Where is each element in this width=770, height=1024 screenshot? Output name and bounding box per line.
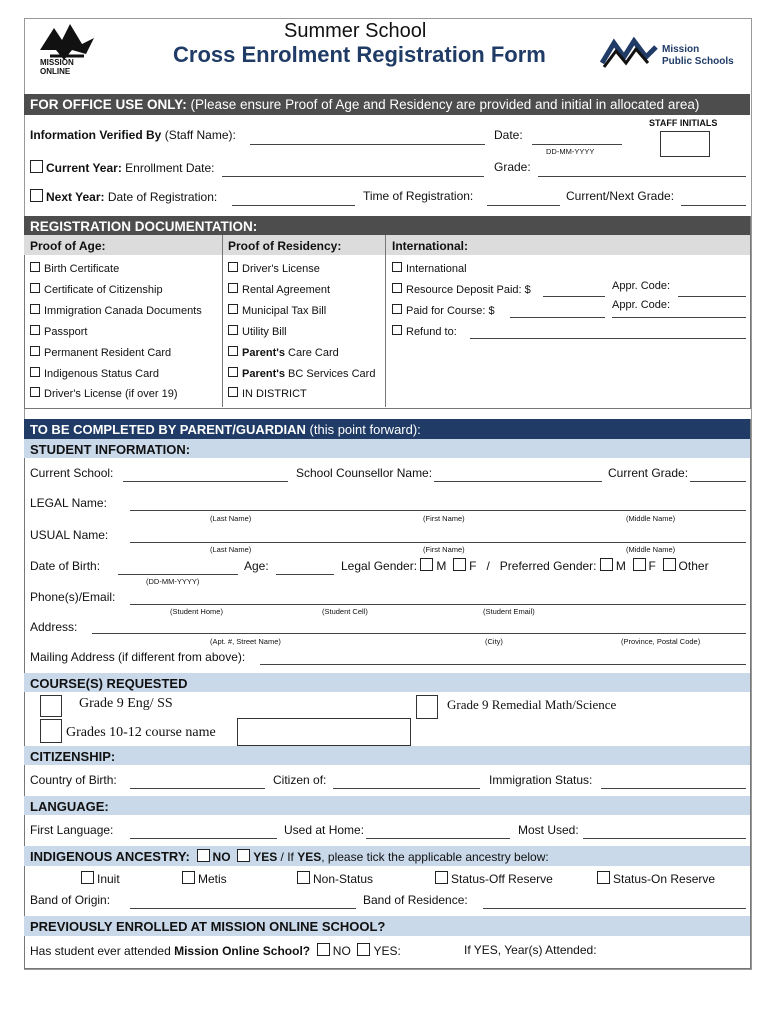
residency-item-label: Care Card [288,347,339,359]
parents-label: Parent's [242,347,285,359]
age-item-label: Indigenous Status Card [44,368,159,380]
current-grade-field[interactable] [690,481,746,482]
appr-code-label-1: Appr. Code: [612,280,671,292]
age-checkbox[interactable] [30,325,40,335]
citizenship-bar [24,746,750,765]
next-year-label: Next Year: [46,190,105,204]
enrollment-date-label: Enrollment Date: [121,161,215,175]
preferred-gender-f-label: F [648,559,656,573]
band-of-residence-field[interactable] [483,908,746,909]
date-of-registration-field[interactable] [232,205,355,206]
date-field[interactable] [532,144,622,145]
most-used-field[interactable] [583,838,746,839]
parents-label: Parent's [242,368,285,380]
grades10-12-checkbox[interactable] [40,719,62,743]
indigenous-yes-checkbox[interactable] [237,849,250,862]
appr-code-field-1[interactable] [678,296,746,297]
current-school-field[interactable] [123,481,288,482]
title-summer-school: Summer School [284,20,427,42]
current-next-grade-field[interactable] [681,205,746,206]
age-item-label: Birth Certificate [44,263,120,275]
usual-name-field[interactable] [130,542,746,543]
current-year-label: Current Year: [46,161,122,175]
metis-label: Metis [198,872,227,886]
logo-line2: ONLINE [40,67,71,76]
current-year-row [30,160,215,175]
age-checkbox[interactable] [30,283,40,293]
grade-field[interactable] [538,176,746,177]
date-of-registration-label: Date of Registration: [104,190,218,204]
legal-gender-m-checkbox[interactable] [420,558,433,571]
age-field[interactable] [276,574,334,575]
address-field[interactable] [92,633,746,634]
proof-of-age-heading: Proof of Age: [30,239,106,253]
date-hint: DD-MM-YYYY [546,147,595,156]
legal-gender-f-checkbox[interactable] [453,558,466,571]
legal-last-name-hint: (Last Name) [210,514,252,523]
non-status-checkbox[interactable] [297,871,310,884]
age-item [30,262,119,275]
proof-of-residency-heading: Proof of Residency: [228,239,342,253]
mailing-address-label: Mailing Address (if different from above): [30,650,246,664]
preferred-gender-m-label: M [615,559,626,573]
mailing-address-field[interactable] [260,664,746,665]
band-of-origin-field[interactable] [130,908,356,909]
current-year-checkbox[interactable] [30,160,43,173]
mountain-logo-icon [600,35,660,69]
grade9-remedial-checkbox[interactable] [416,695,438,719]
indigenous-note-post: , please tick the applicable ancestry below: [321,850,549,864]
age-checkbox[interactable] [30,304,40,314]
office-use-heading: FOR OFFICE USE ONLY: [30,97,187,112]
age-item [30,367,159,380]
mission-public-schools-logo [600,35,740,73]
next-year-row [30,189,217,204]
band-of-residence-label: Band of Residence: [363,893,468,907]
usual-middle-name-hint: (Middle Name) [626,545,676,554]
previous-enrolled-heading: PREVIOUSLY ENROLLED AT MISSION ONLINE SCHOOL? [30,919,386,934]
staff-initials-label: STAFF INITIALS [649,118,718,128]
off-reserve-label: Status-Off Reserve [451,872,553,886]
residency-checkbox[interactable] [228,325,238,335]
citizen-of-label: Citizen of: [273,773,327,787]
previous-question-bold: Mission Online School? [174,944,311,958]
previous-question-row [30,943,401,958]
country-of-birth-field[interactable] [130,788,265,789]
age-checkbox[interactable] [30,262,40,272]
registration-doc-heading: REGISTRATION DOCUMENTATION: [30,219,258,234]
indigenous-heading: INDIGENOUS ANCESTRY: [30,849,190,864]
age-item-label: Immigration Canada Documents [44,305,202,317]
previous-question-pre: Has student ever attended [30,944,175,958]
intl-checkbox[interactable] [392,304,402,314]
legal-name-field[interactable] [130,510,746,511]
indigenous-note-pre: / If [277,850,298,864]
office-use-heading-wrap [30,97,699,112]
deposit-amount-field[interactable] [543,296,605,297]
citizenship-heading: CITIZENSHIP: [30,749,116,764]
residency-item [228,367,375,380]
residency-item [228,304,326,317]
age-label: Age: [244,559,269,573]
language-bar [24,796,750,815]
courses-heading: COURSE(S) REQUESTED [30,676,188,691]
intl-checkbox[interactable] [392,283,402,293]
current-grade-label: Current Grade: [608,466,689,480]
previous-yes-label: YES: [373,944,401,958]
preferred-gender-f-checkbox[interactable] [633,558,646,571]
info-verified-rest: (Staff Name): [161,128,236,142]
parent-section [24,419,751,969]
legal-gender-label: Legal Gender: [341,559,418,573]
intl-deposit-label: Resource Deposit Paid: $ [406,284,531,296]
years-attended-label: If YES, Year(s) Attended: [464,943,597,957]
current-school-label: Current School: [30,466,114,480]
citizen-of-field[interactable] [333,788,480,789]
age-item [30,283,163,296]
province-hint: (Province, Postal Code) [621,637,701,646]
student-cell-hint: (Student Cell) [322,607,368,616]
dob-label: Date of Birth: [30,559,101,573]
country-of-birth-label: Country of Birth: [30,773,117,787]
previous-yes-checkbox[interactable] [357,943,370,956]
inuit-option [81,871,120,886]
residency-checkbox[interactable] [228,262,238,272]
residency-checkbox[interactable] [228,346,238,356]
col-divider-2 [385,235,386,407]
parent-heading-note: (this point forward): [305,422,421,437]
residency-item [228,346,339,359]
info-verified-bold: Information Verified By [30,128,162,142]
age-item-label: Driver's License (if over 19) [44,388,178,400]
page-title: Cross Enrolment Registration Form [173,42,546,67]
first-language-field[interactable] [130,838,277,839]
intl-checkbox[interactable] [392,262,402,272]
age-item [30,325,87,338]
age-checkbox[interactable] [30,387,40,397]
most-used-label: Most Used: [518,823,579,837]
dob-field[interactable] [118,574,238,575]
metis-checkbox[interactable] [182,871,195,884]
residency-item [228,325,287,338]
preferred-gender-label: Preferred Gender: [499,559,597,573]
residency-item [228,262,320,275]
usual-last-name-hint: (Last Name) [210,545,252,554]
phone-email-field[interactable] [130,604,746,605]
previous-no-checkbox[interactable] [317,943,330,956]
paid-amount-field[interactable] [510,317,605,318]
counsellor-label: School Counsellor Name: [296,466,433,480]
first-language-label: First Language: [30,823,114,837]
legal-gender-m-label: M [436,559,447,573]
immigration-status-label: Immigration Status: [489,773,593,787]
legal-gender-f-label: F [469,559,477,573]
on-reserve-option [597,871,715,886]
international-heading: International: [392,239,469,253]
residency-item-label: Municipal Tax Bill [242,305,327,317]
right-logo-line2: Public Schools [662,56,734,67]
appr-code-field-2[interactable] [612,317,746,318]
residency-item-label: Driver's License [242,263,320,275]
intl-checkbox[interactable] [392,325,402,335]
usual-first-name-hint: (First Name) [423,545,465,554]
address-label: Address: [30,620,78,634]
inuit-checkbox[interactable] [81,871,94,884]
apt-hint: (Apt. #, Street Name) [210,637,281,646]
usual-name-label: USUAL Name: [30,528,109,542]
intl-item [392,262,467,275]
non-status-label: Non-Status [313,872,374,886]
appr-code-label-2: Appr. Code: [612,299,671,311]
inuit-label: Inuit [97,872,120,886]
residency-item-label: Utility Bill [242,326,287,338]
parent-heading: TO BE COMPLETED BY PARENT/GUARDIAN [30,422,306,437]
residency-item-label: BC Services Card [288,368,376,380]
right-logo-line1: Mission [662,44,700,55]
age-item-label: Permanent Resident Card [44,347,172,359]
metis-option [182,871,227,886]
residency-checkbox[interactable] [228,387,238,397]
date-label: Date: [494,128,523,142]
time-of-registration-field[interactable] [487,205,560,206]
off-reserve-checkbox[interactable] [435,871,448,884]
current-next-grade-label: Current/Next Grade: [566,189,675,203]
info-verified-label [30,128,236,142]
indigenous-note-yes: YES [297,850,322,864]
grade-label: Grade: [494,160,531,174]
residency-item-label: Rental Agreement [242,284,331,296]
age-item [30,304,202,317]
dob-hint: (DD-MM-YYYY) [146,577,200,586]
intl-paid-label: Paid for Course: $ [406,305,495,317]
legal-gender-row [341,558,709,573]
preferred-gender-other-label: Other [678,559,709,573]
on-reserve-checkbox[interactable] [597,871,610,884]
residency-item [228,387,307,400]
preferred-gender-other-checkbox[interactable] [663,558,676,571]
registration-doc-col-headers [24,235,750,255]
counsellor-field[interactable] [434,481,602,482]
residency-item [228,283,330,296]
age-item [30,387,178,400]
residency-item-label: IN DISTRICT [242,388,307,400]
intl-item [392,325,457,338]
enrollment-date-field[interactable] [222,176,484,177]
indigenous-no-label: NO [212,850,231,864]
non-status-option [297,871,373,886]
city-hint: (City) [485,637,503,646]
legal-name-label: LEGAL Name: [30,496,107,510]
logo-line1: MISSION [40,58,74,67]
student-email-hint: (Student Email) [483,607,535,616]
age-checkbox[interactable] [30,367,40,377]
student-info-heading: STUDENT INFORMATION: [30,442,191,457]
immigration-status-field[interactable] [601,788,746,789]
indigenous-heading-row [30,849,549,864]
age-item [30,346,171,359]
residency-checkbox[interactable] [228,367,238,377]
student-home-hint: (Student Home) [170,607,223,616]
grade9-checkbox[interactable] [40,695,62,717]
indigenous-yes-label: YES [253,850,278,864]
intl-refund-label: Refund to: [406,326,457,338]
grade9-label: Grade 9 Eng/ SS [79,696,173,711]
language-heading: LANGUAGE: [30,799,109,814]
intl-item [392,283,531,296]
legal-middle-name-hint: (Middle Name) [626,514,676,523]
course-name-field[interactable] [237,718,411,746]
used-at-home-label: Used at Home: [284,823,365,837]
grades10-12-label: Grades 10-12 course name [66,725,216,740]
staff-initials-box[interactable] [660,131,710,157]
staff-name-field[interactable] [250,144,485,145]
preferred-gender-m-checkbox[interactable] [600,558,613,571]
refund-to-field[interactable] [470,338,746,339]
parent-heading-wrap [30,422,421,437]
age-item-label: Passport [44,326,88,338]
legal-first-name-hint: (First Name) [423,514,465,523]
residency-checkbox[interactable] [228,283,238,293]
on-reserve-label: Status-On Reserve [613,872,716,886]
indigenous-no-checkbox[interactable] [197,849,210,862]
office-use-note: (Please ensure Proof of Age and Residency are provided and initial in allocated area) [186,97,700,112]
residency-checkbox[interactable] [228,304,238,314]
time-of-registration-label: Time of Registration: [363,189,474,203]
age-checkbox[interactable] [30,346,40,356]
next-year-checkbox[interactable] [30,189,43,202]
intl-international-label: International [406,263,467,275]
gender-separator: / [486,559,490,573]
col-divider-1 [222,235,223,407]
phone-email-label: Phone(s)/Email: [30,590,116,604]
age-item-label: Certificate of Citizenship [44,284,163,296]
band-of-origin-label: Band of Origin: [30,893,111,907]
grade9-remedial-label: Grade 9 Remedial Math/Science [447,697,617,712]
mission-online-logo [36,20,98,80]
used-at-home-field[interactable] [366,838,510,839]
previous-no-label: NO [332,944,351,958]
off-reserve-option [435,871,553,886]
intl-item [392,304,495,317]
